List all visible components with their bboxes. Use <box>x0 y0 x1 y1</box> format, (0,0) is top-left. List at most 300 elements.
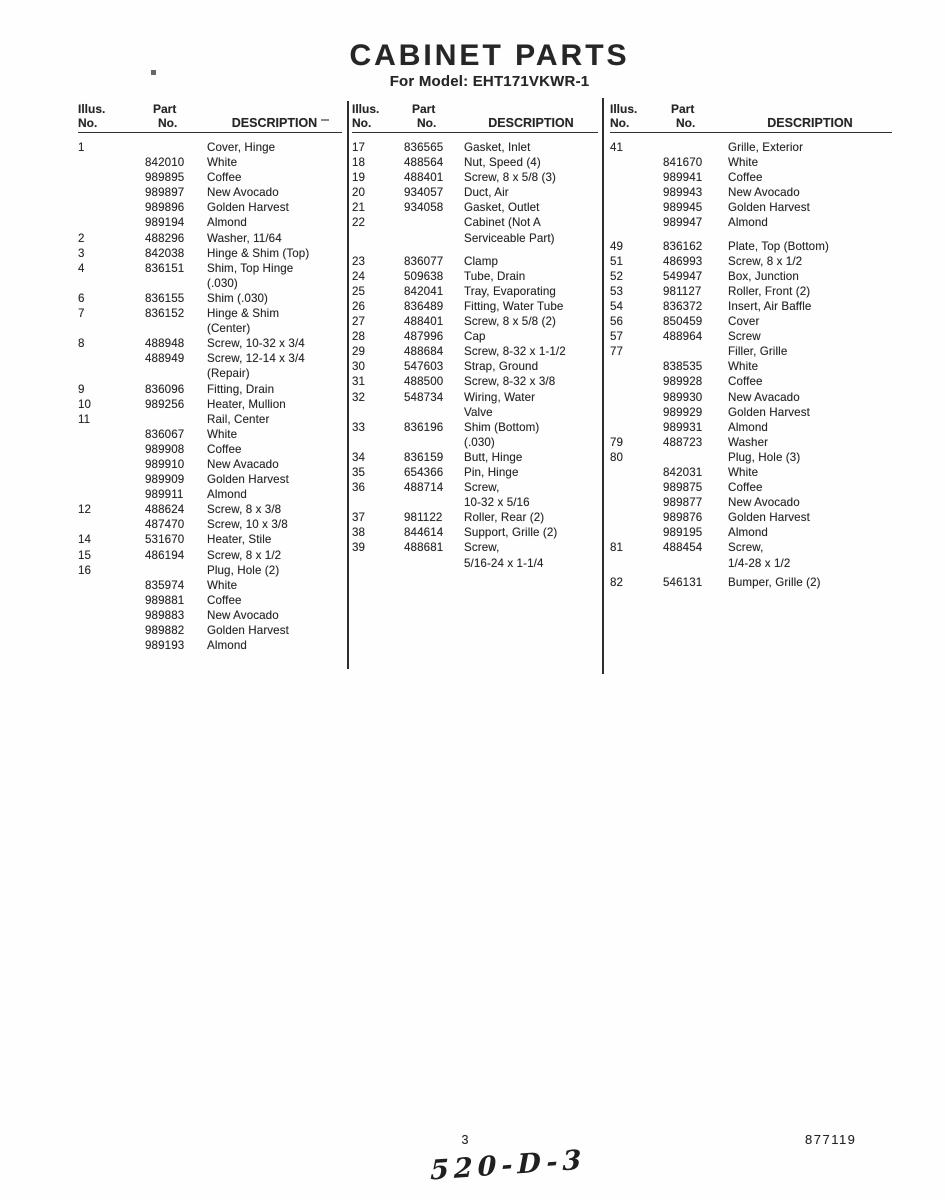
part-no-cell: 989883 <box>145 608 185 622</box>
table-row <box>610 510 892 525</box>
description-cell: White <box>207 578 238 592</box>
table-row <box>78 412 342 427</box>
part-no-cell: 836159 <box>404 450 444 464</box>
illus-no-cell: 4 <box>78 261 85 275</box>
part-no-cell <box>404 405 464 420</box>
part-no-cell: 989910 <box>145 457 185 471</box>
table-row <box>352 480 598 495</box>
part-no-cell: 836489 <box>404 299 444 313</box>
part-no-cell: 836152 <box>145 307 185 321</box>
table-header <box>78 103 342 133</box>
description-cell: Screw, <box>464 481 500 495</box>
part-no-cell <box>145 412 207 427</box>
part-no-cell: 989882 <box>145 624 185 637</box>
description-cell: Roller, Front (2) <box>728 284 811 298</box>
description-cell: Fitting, Water Tube <box>464 299 564 313</box>
table-row <box>610 215 892 230</box>
table-row <box>352 374 598 389</box>
description-cell: Cap <box>464 330 486 344</box>
illus-no-cell <box>610 359 663 374</box>
part-no-cell <box>404 495 464 510</box>
description-cell: Screw, 10-32 x 3/4 <box>207 337 305 351</box>
scan-artifact-dot <box>151 70 156 75</box>
part-no-cell: 487470 <box>145 518 185 532</box>
table-row <box>78 593 342 608</box>
description-cell: Heater, Stile <box>207 533 272 547</box>
part-no-cell: 989876 <box>663 511 703 525</box>
illus-no-cell <box>352 435 404 450</box>
part-no-cell: 836067 <box>145 427 185 441</box>
table-row <box>78 351 342 366</box>
illus-no-cell <box>78 457 145 472</box>
handwritten-note: 520-D-3 <box>430 1144 587 1187</box>
illus-no-cell: 56 <box>610 315 624 329</box>
illus-no-cell: 1 <box>78 141 85 154</box>
illus-no-cell: 7 <box>78 307 85 321</box>
illus-no-cell <box>78 593 145 608</box>
table-row <box>78 472 342 487</box>
table-row <box>352 284 598 299</box>
description-cell: 10-32 x 5/16 <box>464 496 530 510</box>
header-label: Illus. <box>610 102 638 116</box>
description-cell: Almond <box>207 216 247 230</box>
header-label: No. <box>676 115 696 130</box>
illus-no-cell: 27 <box>352 315 366 329</box>
description-cell: Screw, 8-32 x 3/8 <box>464 375 556 389</box>
illus-no-cell: 24 <box>352 269 366 283</box>
illus-no-cell: 17 <box>352 141 366 154</box>
table-row <box>610 314 892 329</box>
table-row <box>610 556 892 571</box>
illus-no-cell: 34 <box>352 450 366 464</box>
part-no-cell: 981122 <box>404 511 443 525</box>
page-title: CABINET PARTS <box>349 39 630 72</box>
part-no-cell: 488684 <box>404 345 444 359</box>
table-row <box>610 465 892 480</box>
part-no-cell: 488949 <box>145 352 185 366</box>
part-no-cell: 488948 <box>145 337 185 351</box>
part-no-cell: 488723 <box>663 435 703 449</box>
description-cell: Grille, Exterior <box>728 141 804 154</box>
description-cell: Almond <box>728 216 768 230</box>
table-row <box>610 254 892 269</box>
table-row <box>78 578 342 593</box>
description-cell: Box, Junction <box>728 269 799 283</box>
part-no-cell: 488714 <box>404 481 444 495</box>
table-row <box>78 185 342 200</box>
illus-no-cell: 21 <box>352 201 366 215</box>
illus-no-cell <box>78 155 145 170</box>
part-no-cell: 934058 <box>404 201 444 215</box>
part-no-cell <box>404 215 464 230</box>
part-no-header <box>145 103 207 133</box>
description-cell: (Repair) <box>207 367 250 381</box>
table-row <box>610 525 892 540</box>
illus-no-cell: 38 <box>352 526 366 540</box>
table-row <box>78 276 342 291</box>
description-cell: Golden Harvest <box>728 201 810 215</box>
table-row <box>352 200 598 215</box>
table-row <box>78 155 342 170</box>
description-cell: Screw, <box>728 541 764 555</box>
part-no-cell: 836162 <box>663 239 703 253</box>
description-cell: Almond <box>728 420 768 434</box>
illus-no-cell <box>78 623 145 638</box>
part-no-cell: 989897 <box>145 186 185 200</box>
part-no-cell: 488454 <box>663 541 703 555</box>
part-no-cell: 836096 <box>145 382 185 396</box>
description-cell: New Avacado <box>728 390 800 404</box>
table-rows <box>610 140 892 590</box>
part-no-cell: 989896 <box>145 201 185 215</box>
part-no-cell: 989908 <box>145 442 185 456</box>
illus-no-cell: 30 <box>352 360 366 374</box>
illus-no-cell: 28 <box>352 330 366 344</box>
header-label: Part <box>412 102 436 116</box>
table-row <box>78 457 342 472</box>
description-cell: Hinge & Shim <box>207 307 280 321</box>
table-row <box>78 563 342 578</box>
table-row <box>352 269 598 284</box>
table-row <box>610 359 892 374</box>
illus-no-cell <box>610 420 663 435</box>
illus-no-cell <box>78 170 145 185</box>
illus-no-cell <box>610 556 663 571</box>
description-cell: Golden Harvest <box>728 405 810 419</box>
part-no-cell: 989911 <box>145 488 184 502</box>
illus-no-cell <box>78 608 145 623</box>
illus-no-cell: 3 <box>78 246 85 260</box>
illus-no-cell: 19 <box>352 171 366 185</box>
table-row <box>78 306 342 321</box>
description-cell: (.030) <box>207 276 238 290</box>
table-row <box>610 575 892 590</box>
illus-no-cell: 80 <box>610 450 624 464</box>
illus-no-cell <box>610 465 663 480</box>
description-cell: New Avocado <box>207 186 279 200</box>
part-no-cell: 989941 <box>663 171 703 185</box>
description-cell: White <box>728 156 759 170</box>
column-divider <box>602 98 604 674</box>
table-row <box>610 435 892 450</box>
table-row <box>78 608 342 623</box>
description-cell: White <box>728 465 759 479</box>
table-row <box>78 487 342 502</box>
table-row <box>610 140 892 155</box>
part-no-cell <box>663 556 728 571</box>
header-label: Part <box>671 102 695 116</box>
illus-no-cell <box>78 427 145 442</box>
part-no-cell: 989909 <box>145 473 185 487</box>
description-cell: Cover, Hinge <box>207 141 276 154</box>
description-cell: Almond <box>207 639 247 653</box>
description-cell: Nut, Speed (4) <box>464 156 541 170</box>
table-row <box>78 336 342 351</box>
illus-no-cell: 12 <box>78 503 92 517</box>
description-header <box>207 117 342 134</box>
part-no-cell: 531670 <box>145 533 185 547</box>
illus-no-cell <box>352 405 404 420</box>
illus-no-cell <box>610 215 663 230</box>
description-cell: Clamp <box>464 254 499 268</box>
part-no-cell: 989193 <box>145 639 185 653</box>
part-no-cell: 989928 <box>663 375 703 389</box>
header-label: No. <box>610 115 630 130</box>
document-number: 877119 <box>805 1132 857 1147</box>
part-no-cell: 989947 <box>663 216 703 230</box>
table-row <box>610 480 892 495</box>
description-cell: (.030) <box>464 435 495 449</box>
description-cell: Plug, Hole (3) <box>728 450 801 464</box>
part-no-cell: 842041 <box>404 284 444 298</box>
table-row <box>352 299 598 314</box>
description-header <box>728 117 892 134</box>
table-row <box>610 329 892 344</box>
illus-no-cell: 8 <box>78 337 85 351</box>
illus-no-cell <box>78 200 145 215</box>
illus-no-cell <box>610 405 663 420</box>
description-cell: Coffee <box>207 442 242 456</box>
illus-no-header <box>352 103 404 133</box>
description-cell: New Avocado <box>728 496 800 510</box>
description-cell: Valve <box>464 405 493 419</box>
table-row <box>610 540 892 555</box>
description-cell: Coffee <box>728 375 763 389</box>
table-row <box>352 465 598 480</box>
part-no-cell: 488681 <box>404 541 444 555</box>
illus-no-cell <box>352 556 404 571</box>
part-no-cell: 842031 <box>663 465 703 479</box>
description-cell: Golden Harvest <box>207 624 289 637</box>
illus-no-cell: 53 <box>610 284 624 298</box>
part-no-cell: 844614 <box>404 526 444 540</box>
part-no-cell: 488401 <box>404 171 444 185</box>
part-no-cell <box>663 450 728 465</box>
description-cell: Serviceable Part) <box>464 231 555 245</box>
header-label: No. <box>417 115 437 130</box>
part-no-cell <box>145 140 207 155</box>
description-cell: Roller, Rear (2) <box>464 511 545 525</box>
illus-no-header <box>78 103 145 133</box>
description-cell: Gasket, Inlet <box>464 141 531 154</box>
part-no-cell: 989930 <box>663 390 703 404</box>
description-cell: New Avocado <box>728 186 800 200</box>
illus-no-cell <box>78 366 145 381</box>
description-cell: Tube, Drain <box>464 269 526 283</box>
illus-no-cell: 39 <box>352 541 366 555</box>
illus-no-cell <box>78 215 145 230</box>
part-no-cell: 486993 <box>663 254 703 268</box>
illus-no-cell <box>78 276 145 291</box>
illus-no-cell: 10 <box>78 397 92 411</box>
illus-no-cell: 54 <box>610 299 624 313</box>
part-no-cell <box>404 231 464 246</box>
page-number: 3 <box>461 1133 469 1147</box>
illus-no-cell <box>610 495 663 510</box>
illus-no-cell: 77 <box>610 345 624 359</box>
header-label: No. <box>78 115 98 130</box>
description-cell: Shim, Top Hinge <box>207 261 294 275</box>
description-cell: Screw, 8 x 5/8 (2) <box>464 315 557 329</box>
table-row <box>78 638 342 653</box>
description-cell: Shim (.030) <box>207 291 269 305</box>
table-row <box>352 170 598 185</box>
part-no-cell: 850459 <box>663 315 703 329</box>
model-subtitle: For Model: EHT171VKWR-1 <box>389 73 590 90</box>
illus-no-cell: 36 <box>352 481 366 495</box>
illus-no-cell: 29 <box>352 345 366 359</box>
part-no-cell: 841670 <box>663 156 703 170</box>
part-no-cell: 487996 <box>404 330 444 344</box>
part-no-cell: 989931 <box>663 420 703 434</box>
illus-no-cell <box>352 231 404 246</box>
illus-no-cell <box>78 321 145 336</box>
illus-no-cell <box>610 200 663 215</box>
description-header <box>464 117 598 134</box>
parts-table-column-2 <box>352 103 598 571</box>
description-cell: Coffee <box>207 171 242 185</box>
part-no-cell: 989945 <box>663 201 703 215</box>
illus-no-cell: 52 <box>610 269 624 283</box>
part-no-cell: 549947 <box>663 269 703 283</box>
illus-no-cell: 18 <box>352 156 366 170</box>
part-no-cell: 989256 <box>145 397 185 411</box>
table-row <box>78 246 342 261</box>
description-cell: Shim (Bottom) <box>464 420 540 434</box>
part-no-cell: 488964 <box>663 330 703 344</box>
illus-no-cell: 82 <box>610 575 624 589</box>
part-no-cell <box>663 344 728 359</box>
table-row <box>78 231 342 246</box>
part-no-cell: 835974 <box>145 578 185 592</box>
illus-no-cell <box>78 351 145 366</box>
part-no-cell: 989881 <box>145 593 185 607</box>
illus-no-cell: 25 <box>352 284 366 298</box>
table-row <box>352 155 598 170</box>
description-cell: Screw, 8 x 5/8 (3) <box>464 171 557 185</box>
description-cell: Cover <box>728 315 760 329</box>
table-row <box>610 495 892 510</box>
table-row <box>610 269 892 284</box>
part-no-cell: 547603 <box>404 360 444 374</box>
illus-no-cell: 49 <box>610 239 624 253</box>
table-row <box>78 321 342 336</box>
table-row <box>352 231 598 246</box>
part-no-cell <box>145 563 207 578</box>
part-no-cell: 981127 <box>663 284 702 298</box>
illus-no-cell <box>78 487 145 502</box>
table-row <box>610 284 892 299</box>
table-row <box>78 517 342 532</box>
illus-no-cell: 33 <box>352 420 366 434</box>
description-cell: Screw <box>728 330 761 344</box>
description-cell: Screw, 12-14 x 3/4 <box>207 352 305 366</box>
table-row <box>78 532 342 547</box>
description-cell: Washer <box>728 435 769 449</box>
part-no-cell: 836565 <box>404 141 444 154</box>
header-label: DESCRIPTION <box>231 115 318 130</box>
description-cell: White <box>207 427 238 441</box>
description-cell: Rail, Center <box>207 412 270 426</box>
description-cell: New Avocado <box>207 608 279 622</box>
description-cell: Golden Harvest <box>207 473 289 487</box>
illus-no-cell: 26 <box>352 299 366 313</box>
illus-no-cell <box>610 525 663 540</box>
illus-no-cell: 9 <box>78 382 85 396</box>
parts-table-column-3 <box>610 103 892 590</box>
table-row <box>78 140 342 155</box>
description-cell: White <box>207 156 238 170</box>
illus-no-cell: 11 <box>78 412 91 426</box>
description-cell: Bumper, Grille (2) <box>728 575 821 589</box>
column-divider <box>347 101 349 669</box>
description-cell: Gasket, Outlet <box>464 201 540 215</box>
illus-no-cell: 79 <box>610 435 624 449</box>
illus-no-header <box>610 103 663 133</box>
table-row <box>78 427 342 442</box>
part-no-cell: 836077 <box>404 254 444 268</box>
illus-no-cell <box>610 510 663 525</box>
illus-no-cell <box>610 480 663 495</box>
table-row <box>78 200 342 215</box>
table-row <box>78 291 342 306</box>
part-no-cell <box>145 321 207 336</box>
illus-no-cell: 6 <box>78 291 85 305</box>
illus-no-cell <box>610 170 663 185</box>
description-cell: 1/4-28 x 1/2 <box>728 556 791 570</box>
table-row <box>352 314 598 329</box>
part-no-cell <box>145 366 207 381</box>
description-cell: Washer, 11/64 <box>207 231 282 245</box>
part-no-cell: 488500 <box>404 375 444 389</box>
description-cell: Cabinet (Not A <box>464 216 541 230</box>
document-header <box>0 40 945 90</box>
table-row <box>352 390 598 405</box>
part-no-header <box>404 103 464 133</box>
table-row <box>78 382 342 397</box>
table-header <box>610 103 892 133</box>
table-row <box>352 215 598 230</box>
table-row <box>78 502 342 517</box>
illus-no-cell <box>78 185 145 200</box>
header-label: No. <box>352 115 372 130</box>
description-cell: Screw, 8 x 1/2 <box>728 254 803 268</box>
table-header <box>352 103 598 133</box>
illus-no-cell <box>78 442 145 457</box>
description-cell: New Avacado <box>207 457 279 471</box>
illus-no-cell: 15 <box>78 548 92 562</box>
table-row <box>78 623 342 638</box>
table-row <box>352 140 598 155</box>
table-row <box>78 215 342 230</box>
part-no-cell: 486194 <box>145 548 185 562</box>
illus-no-cell: 2 <box>78 231 85 245</box>
table-row <box>610 405 892 420</box>
part-no-cell: 836372 <box>663 299 703 313</box>
table-row <box>78 170 342 185</box>
table-row <box>78 548 342 563</box>
table-row <box>352 185 598 200</box>
part-no-header <box>663 103 728 133</box>
description-cell: Almond <box>728 526 768 540</box>
header-label: DESCRIPTION <box>488 115 574 130</box>
description-cell: Coffee <box>728 481 763 495</box>
illus-no-cell: 22 <box>352 216 366 230</box>
description-cell: Filler, Grille <box>728 345 788 359</box>
description-cell: Screw, <box>464 541 500 555</box>
table-row <box>78 442 342 457</box>
illus-no-cell: 16 <box>78 563 92 577</box>
